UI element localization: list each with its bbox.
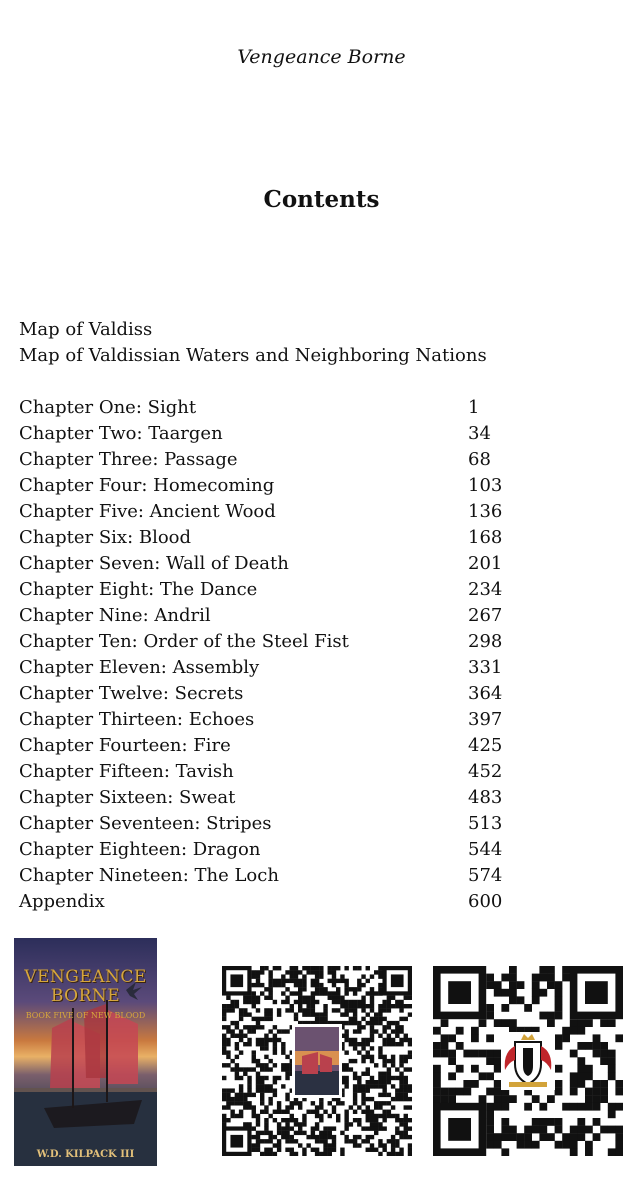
toc-entry-title: Chapter Sixteen: Sweat <box>19 787 236 808</box>
toc-entry-page: 364 <box>468 683 503 704</box>
toc-entry-title: Chapter Seventeen: Stripes <box>19 813 272 834</box>
toc-entry[interactable] <box>19 811 539 837</box>
toc-entry[interactable] <box>19 629 539 655</box>
toc-entry-title: Chapter Nine: Andril <box>19 605 211 626</box>
toc-entry[interactable] <box>19 395 539 421</box>
cover-title-line1: VENGEANCE <box>24 967 147 987</box>
cover-title-line2: BORNE <box>50 986 121 1006</box>
toc-entry-title: Chapter Three: Passage <box>19 449 238 470</box>
toc-entry[interactable] <box>19 577 539 603</box>
front-matter-item[interactable]: Map of Valdissian Waters and Neighboring Nations <box>19 345 487 366</box>
toc-entry[interactable] <box>19 525 539 551</box>
toc-entry[interactable] <box>19 603 539 629</box>
toc-entry-page: 600 <box>468 891 503 912</box>
toc-entry-title: Chapter Thirteen: Echoes <box>19 709 255 730</box>
toc-entry[interactable] <box>19 889 539 915</box>
qr-code-with-cover-icon[interactable] <box>222 966 412 1156</box>
toc-entry-title: Chapter Two: Taargen <box>19 423 223 444</box>
toc-entry[interactable] <box>19 499 539 525</box>
toc-entry[interactable] <box>19 707 539 733</box>
toc-entry-page: 34 <box>468 423 491 444</box>
toc-entry-title: Chapter Seven: Wall of Death <box>19 553 289 574</box>
toc-entry-page: 331 <box>468 657 503 678</box>
qr-code-with-crest-icon[interactable] <box>433 966 623 1156</box>
page-title: Contents <box>263 186 380 213</box>
toc-entry-page: 234 <box>468 579 503 600</box>
toc-entry-page: 136 <box>468 501 503 522</box>
cover-subtitle: BOOK FIVE OF NEW BLOOD <box>25 1011 146 1020</box>
toc-entry-page: 483 <box>468 787 503 808</box>
toc-entry[interactable] <box>19 447 539 473</box>
toc-entry-page: 452 <box>468 761 503 782</box>
toc-entry-page: 68 <box>468 449 491 470</box>
cover-author: W.D. KILPACK III <box>36 1149 135 1160</box>
toc-entry-title: Appendix <box>19 891 105 912</box>
toc-entry[interactable] <box>19 785 539 811</box>
toc-entry[interactable] <box>19 421 539 447</box>
toc-entry-title: Chapter Eleven: Assembly <box>19 657 260 678</box>
toc-entry-page: 103 <box>468 475 503 496</box>
toc-entry-title: Chapter Ten: Order of the Steel Fist <box>19 631 349 652</box>
toc-entry[interactable] <box>19 551 539 577</box>
toc-entry[interactable] <box>19 759 539 785</box>
toc-entry[interactable] <box>19 863 539 889</box>
toc-entry-page: 1 <box>468 397 480 418</box>
toc-entry[interactable] <box>19 655 539 681</box>
toc-entry-page: 513 <box>468 813 503 834</box>
book-cover-image <box>14 938 157 1166</box>
toc-entry-page: 201 <box>468 553 503 574</box>
running-head: Vengeance Borne <box>237 46 406 68</box>
table-of-contents <box>19 395 539 915</box>
toc-entry-title: Chapter Fifteen: Tavish <box>19 761 234 782</box>
toc-entry-title: Chapter Twelve: Secrets <box>19 683 244 704</box>
toc-entry-page: 298 <box>468 631 503 652</box>
toc-entry[interactable] <box>19 733 539 759</box>
toc-entry-title: Chapter One: Sight <box>19 397 197 418</box>
toc-entry[interactable] <box>19 681 539 707</box>
toc-entry[interactable] <box>19 473 539 499</box>
toc-entry-page: 168 <box>468 527 503 548</box>
toc-entry-title: Chapter Five: Ancient Wood <box>19 501 276 522</box>
front-matter-list <box>19 317 487 369</box>
toc-entry[interactable] <box>19 837 539 863</box>
toc-entry-page: 425 <box>468 735 503 756</box>
toc-entry-title: Chapter Fourteen: Fire <box>19 735 231 756</box>
toc-entry-title: Chapter Nineteen: The Loch <box>19 865 279 886</box>
front-matter-item[interactable]: Map of Valdiss <box>19 319 153 340</box>
toc-entry-page: 544 <box>468 839 503 860</box>
toc-entry-title: Chapter Four: Homecoming <box>19 475 275 496</box>
toc-entry-title: Chapter Six: Blood <box>19 527 192 548</box>
toc-entry-title: Chapter Eight: The Dance <box>19 579 258 600</box>
toc-entry-page: 574 <box>468 865 503 886</box>
toc-entry-page: 267 <box>468 605 503 626</box>
toc-entry-page: 397 <box>468 709 503 730</box>
toc-entry-title: Chapter Eighteen: Dragon <box>19 839 261 860</box>
